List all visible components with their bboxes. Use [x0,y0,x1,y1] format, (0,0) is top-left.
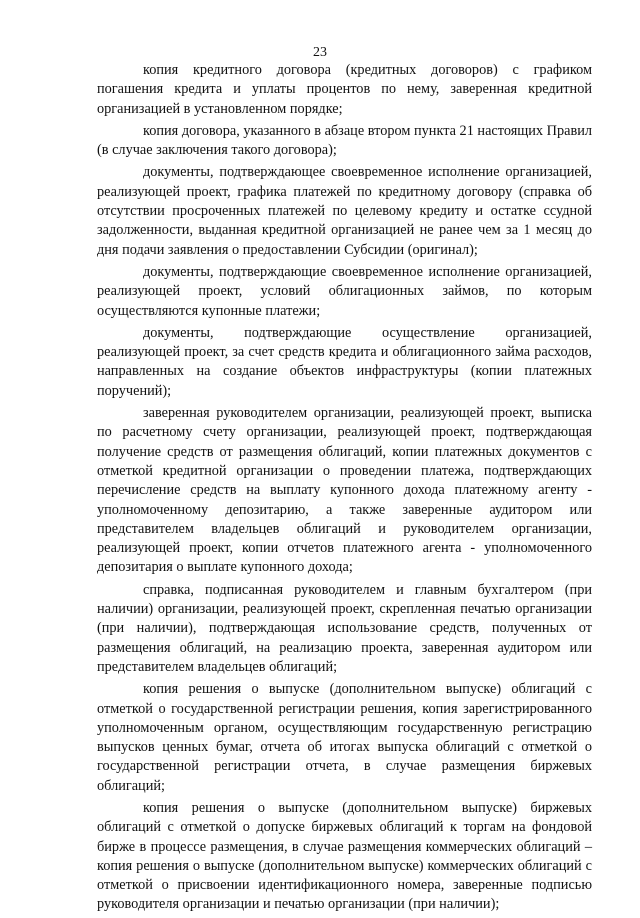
paragraph-contract-copy: копия договора, указанного в абзаце втором пункта 21 настоящих Правил (в случае заключения такого договора); [97,122,593,159]
paragraph-infrastructure-expenses-docs: документы, подтверждающие осуществление организацией, реализующей проект, за счет средств кредита и облигационного займа расходов, направленных на создание объектов инфраструктуры (копии платежных поручений); [97,324,592,399]
paragraph-exchange-bond-decision: копия решения о выпуске (дополнительном выпуске) биржевых облигаций с отметкой о допуске биржевых облигаций к торгам на фондовой бирже в процессе размещения, в случае размещения коммерческих облигаций – копия решения о выпуске (дополнительном выпуске) коммерческих облигаций с отметкой о присвоении идентификационного номера, заверенные подписью руководителя организации и печатью организации (при наличии); [97,799,592,913]
page-number: 23 [313,45,327,60]
paragraph-bond-terms-docs: документы, подтверждающие своевременное исполнение организацией, реализующей проект, условий облигационных займов, по которым осуществляются купонные платежи; [97,263,592,319]
paragraph-timely-payment-docs: документы, подтверждающее своевременное исполнение организацией, реализующей проект, графика платежей по кредитному договору (справка об отсутствии просроченных платежей по целевому кредиту и остатке ссудной задолженности, выданная кредитной организацией не ранее чем за 1 месяц до дня подачи заявления о предоставлении Субсидии (оригинал); [97,164,592,258]
document-body [97,61,592,918]
paragraph-loan-agreement-copy: копия кредитного договора (кредитных договоров) с графиком погашения кредита и уплаты процентов по нему, заверенная кредитной организацией в установленном порядке; [97,62,592,117]
paragraph-bond-issue-decision: копия решения о выпуске (дополнительном выпуске) облигаций с отметкой о государственной регистрации решения, копия зарегистрированного уполномоченным органом, осуществляющим государственную регистрацию выпусков ценных бумаг, отчета об итогах выпуска облигаций с отметкой о государственной регистрации отчета, в случае размещения биржевых облигаций; [97,681,592,794]
paragraph-bank-statement: заверенная руководителем организации, реализующей проект, выписка по расчетному счету организации, реализующей проект, подтверждающая получение средств от размещения облигаций, копии платежных документов с отметкой кредитной организации о проведении платежа, подтверждающих перечисление средств на выплату купонного дохода платежному агенту - уполномоченному депозитарию, а также заверенные аудитором или представителем владельцев облигаций и руководителем организации, реализующей проект, копии отчетов платежного агента - уполномоченного депозитария о выплате купонного дохода; [97,405,592,576]
paragraph-certificate: справка, подписанная руководителем и главным бухгалтером (при наличии) организации, реализующей проект, скрепленная печатью организации (при наличии), подтверждающая использование средств, полученных от размещения облигаций, на реализацию проекта, заверенная аудитором или представителем владельцев облигаций; [97,581,592,675]
